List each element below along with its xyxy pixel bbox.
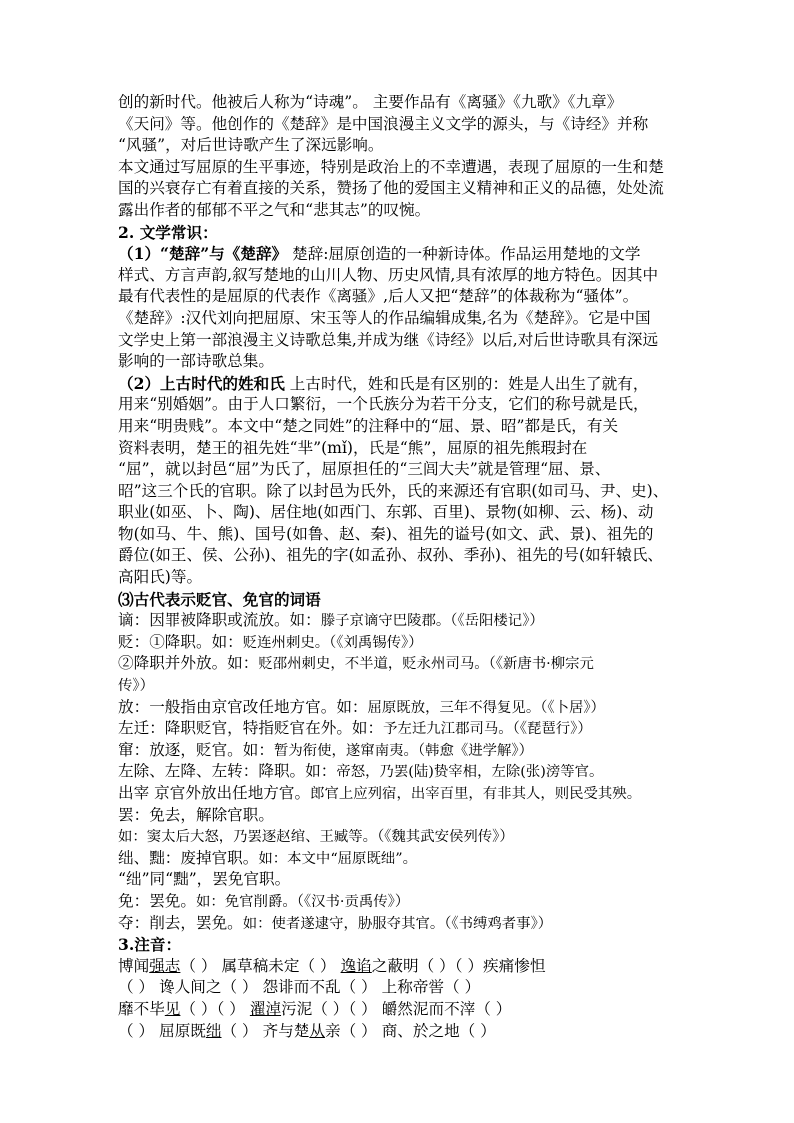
text-span: 楚辞:屈原创造的一种新诗体。作品运用楚地的文学 xyxy=(287,245,641,264)
example-text: 传》） xyxy=(118,678,154,695)
section-heading-literature: 2. 文学常识： xyxy=(118,222,218,242)
text-line: 用来“别婚姻”。由于人口繁衍，一个氏族分为若干分支，它们的称号就是氏， xyxy=(118,395,649,414)
section-heading-pronunciation: 3.注音： xyxy=(118,935,182,955)
term-text: 绌、黜：废掉官职。 xyxy=(118,848,259,867)
term-text: 免：罢免。 xyxy=(118,891,196,910)
text-line: 影响的一部诗歌总集。 xyxy=(118,352,274,371)
text-line: 爵位(如王、侯、公孙)、祖先的字(如孟孙、叔孙、季孙)、祖先的号(如轩辕氏、 xyxy=(118,546,664,565)
text-line: 样式、方言声韵,叙写楚地的山川人物、历史风情,具有浓厚的地方特色。因其中 xyxy=(118,265,659,284)
example-text: 贬连州刺史。（《刘禹锡传》） xyxy=(242,634,423,651)
example-text: 如：本文中“屈原既绌”。 xyxy=(258,850,417,867)
text-line: 创的新时代。他被后人称为“诗魂”。 主要作品有《离骚》《九歌》《九章》 xyxy=(118,93,623,111)
underlined-word: 逸谄 xyxy=(340,956,372,975)
pronunciation-exercise xyxy=(118,956,694,1042)
example-text: 如：窦太后大怒，乃罢逐赵绾、王臧等。（《魏其武安侯列传》） xyxy=(118,829,514,846)
term-text: 窜：放逐，贬官。如： xyxy=(118,740,274,759)
text-span: （ ） 谗人间之（ ） 怨诽而不乱（ ） 上称帝喾（ ） xyxy=(118,978,481,997)
text-line: 文学史上第一部浪漫主义诗歌总集,并成为继《诗经》以后,对后世诗歌具有深远 xyxy=(118,330,659,349)
example-text: 予左迁九江郡司马。（《琵琶行》） xyxy=(383,721,592,738)
text-span: （ ）（ ） xyxy=(180,999,250,1018)
term-text: 放：一般指由京官改任地方官。如： xyxy=(118,697,368,716)
text-span: 博闻 xyxy=(118,956,150,975)
text-line: 《天问》等。他创作的《楚辞》是中国浪漫主义文学的源头，与《诗经》并称 xyxy=(118,114,649,133)
term-text: 贬：①降职。如： xyxy=(118,632,243,651)
term-text: ②降职并外放。如： xyxy=(118,654,259,673)
text-span: 之蔽明（ ）（ ）疾痛惨怛 xyxy=(371,956,546,975)
paragraph-demotion xyxy=(118,589,694,935)
subheading-demotion: ⑶古代表示贬官、免官的词语 xyxy=(118,589,321,609)
text-line: 资料表明，楚王的祖先姓“芈”(mǐ)，氏是“熊”，屈原的祖先熊瑕封在 xyxy=(118,438,588,457)
paragraph-surname xyxy=(118,373,694,589)
example-text: 如：免官削爵。（《汉书·贡禹传》） xyxy=(195,893,410,910)
text-line: 昭”这三个氏的官职。除了以封邑为氏外，氏的来源还有官职(如司马、尹、史)、 xyxy=(118,481,669,500)
text-span: （ ） 属草稿未定（ ） xyxy=(180,956,341,975)
underlined-word: 濯淖 xyxy=(249,999,282,1018)
subheading-chuci: （1）“楚辞”与《楚辞》 xyxy=(118,244,288,264)
underlined-word: 绌 xyxy=(205,1021,222,1040)
term-text: “绌”同“黜”，罢免官职。 xyxy=(118,870,291,889)
text-span: 靡不毕 xyxy=(118,999,165,1018)
text-line: “风骚”，对后世诗歌产生了深远影响。 xyxy=(118,136,384,155)
text-line: “屈”，就以封邑“屈”为氏了，屈原担任的“三闾大夫”就是管理“屈、景、 xyxy=(118,460,611,479)
text-span: 上古时代，姓和氏是有区别的：姓是人出生了就有， xyxy=(284,374,649,393)
example-text: 如：使者遂逮守，胁服夺其官。（《书缚鸡者事》） xyxy=(242,915,553,932)
term-text: 出宰 京官外放出任地方官。 xyxy=(118,784,311,802)
term-text: 谪：因罪被降职或流放。如： xyxy=(118,611,321,630)
intro-section xyxy=(118,92,694,222)
text-line: 《楚辞》:汉代刘向把屈原、宋玉等人的作品编辑成集,名为《楚辞》。它是中国 xyxy=(118,308,651,327)
text-line: 本文通过写屈原的生平事迹，特别是政治上的不幸遭遇，表现了屈原的一生和楚 xyxy=(118,157,664,176)
example-text: 帝怒，乃罢(陆)贽宰相，左除(张)滂等官。 xyxy=(336,764,604,781)
paragraph-chuci xyxy=(118,243,694,373)
term-text: 左迁：降职贬官，特指贬官在外。如： xyxy=(118,719,384,738)
text-span: 污泥（ ）（ ） 皭然泥而不滓（ ） xyxy=(281,999,512,1018)
text-line: 职业(如巫、卜、陶)、居住地(如西门、东郭、百里)、景物(如柳、云、杨)、动 xyxy=(118,503,654,522)
underlined-word: 从 xyxy=(309,1021,325,1040)
text-line: 高阳氏)等。 xyxy=(118,568,203,587)
text-line: 国的兴衰存亡有着直接的关系，赞扬了他的爱国主义精神和正义的品德，处处流 xyxy=(118,179,664,198)
example-text: 贬邵州刺史，不半道，贬永州司马。（《新唐书·柳宗元 xyxy=(258,656,594,673)
text-line: 用来“明贵贱”。本文中“楚之同姓”的注释中的“屈、景、昭”都是氏，有关 xyxy=(118,416,619,435)
subheading-surname: （2）上古时代的姓和氏 xyxy=(118,373,285,393)
example-text: 屈原既放，三年不得复见。（《卜居》） xyxy=(367,699,605,716)
underlined-word: 强志 xyxy=(149,956,181,975)
term-text: 罢：免去，解除官职。 xyxy=(118,805,274,824)
example-text: 郎官上应列宿，出宰百里，有非其人，则民受其殃。 xyxy=(310,786,642,802)
document-page xyxy=(118,92,694,1042)
term-text: 左除、左降、左转：降职。如： xyxy=(118,762,337,781)
text-line: 物(如马、牛、熊)、国号(如鲁、赵、秦)、祖先的谥号(如文、武、景)、祖先的 xyxy=(118,524,654,543)
text-span: 亲（ ） 商、於之地（ ） xyxy=(325,1021,496,1040)
text-line: 最有代表性的是屈原的代表作《离骚》,后人又把“楚辞”的体裁称为“骚体”。 xyxy=(118,287,639,306)
text-span: （ ） 齐与楚 xyxy=(221,1021,310,1040)
example-text: 暂为衔使，遂窜南夷。（韩愈《进学解》） xyxy=(273,742,533,759)
text-span: （ ） 屈原既 xyxy=(118,1021,206,1040)
example-text: 滕子京谪守巴陵郡。（《岳阳楼记》） xyxy=(320,613,544,630)
term-text: 夺：削去，罢免。 xyxy=(118,913,243,932)
text-line: 露出作者的郁郁不平之气和“悲其志”的叹惋。 xyxy=(118,200,431,219)
underlined-word: 见 xyxy=(164,999,181,1018)
